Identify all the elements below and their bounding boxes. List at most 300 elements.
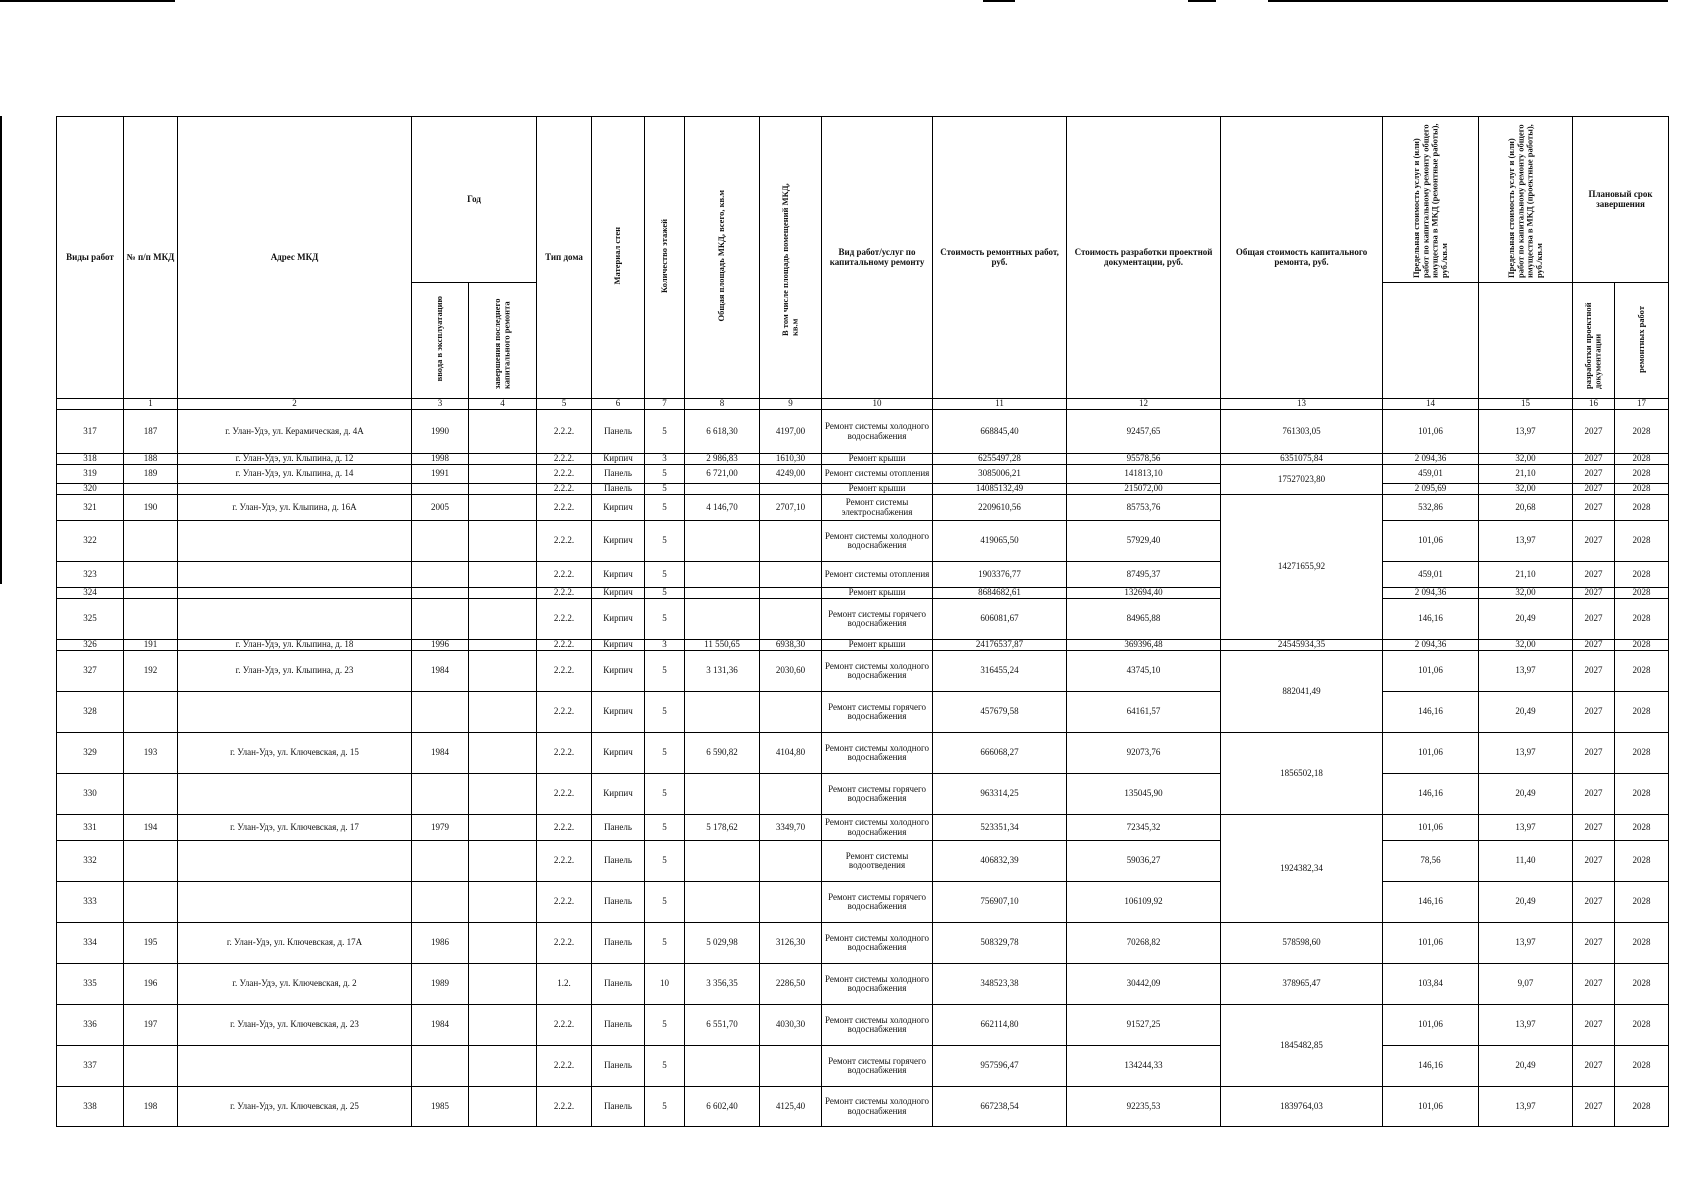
- cell-repair-cost: 2209610,56: [933, 495, 1067, 521]
- cell-limit-repair: 2 094,36: [1383, 588, 1479, 599]
- column-number: 6: [592, 399, 645, 410]
- cell-year-last-repair: [469, 640, 537, 651]
- header-pred-proekt: [1479, 117, 1573, 283]
- cell-address: г. Улан-Удэ, ул. Ключевская, д. 17: [178, 815, 412, 841]
- table-row: [57, 640, 1669, 651]
- cell-deadline-repair: 2028: [1615, 964, 1669, 1005]
- column-number: 7: [645, 399, 685, 410]
- cell-work-type: Ремонт системы горячего водоснабжения: [822, 774, 933, 815]
- cell-work-type: Ремонт системы холодного водоснабжения: [822, 1087, 933, 1127]
- cell-house-type: 2.2.2.: [537, 484, 592, 495]
- header-god: Год: [412, 117, 537, 283]
- cell-wall-material: Панель: [592, 841, 645, 882]
- cell-total-cost: 24545934,35: [1221, 640, 1383, 651]
- cell-deadline-repair: 2028: [1615, 640, 1669, 651]
- cell-limit-repair: 2 095,69: [1383, 484, 1479, 495]
- header-pred-rem: [1383, 117, 1479, 283]
- cell-year-last-repair: [469, 733, 537, 774]
- header-ploshad-obshaya: [685, 117, 760, 399]
- cell-year-commissioned: 1986: [412, 923, 469, 964]
- cell-wall-material: Кирпич: [592, 640, 645, 651]
- cell-deadline-design: 2027: [1573, 774, 1615, 815]
- cell-repair-cost: 523351,34: [933, 815, 1067, 841]
- table-row: [57, 1087, 1669, 1127]
- header-god-vvod: [412, 283, 469, 399]
- cell-row-number: 328: [57, 692, 124, 733]
- cell-house-type: 2.2.2.: [537, 815, 592, 841]
- cell-year-commissioned: [412, 841, 469, 882]
- top-rule-mid: [983, 0, 1015, 2]
- cell-deadline-repair: 2028: [1615, 1087, 1669, 1127]
- cell-address: г. Улан-Удэ, ул. Клыпина, д. 18: [178, 640, 412, 651]
- cell-mkd-number: [124, 562, 178, 588]
- cell-year-last-repair: [469, 599, 537, 640]
- header-pred-proekt-text: Предельная стоимость услуг и (или) работ по капитальному ремонту общего имущества в МКД (проектные работы), руб./кв.м: [1505, 124, 1544, 279]
- cell-deadline-repair: 2028: [1615, 692, 1669, 733]
- cell-work-type: Ремонт системы водоотведения: [822, 841, 933, 882]
- column-number: 12: [1067, 399, 1221, 410]
- header-etazhi: [645, 117, 685, 399]
- cell-premises-area: [760, 562, 822, 588]
- top-rule-mid2: [1188, 0, 1216, 2]
- cell-total-area: 11 550,65: [685, 640, 760, 651]
- table-row: [57, 733, 1669, 774]
- cell-year-commissioned: 1984: [412, 651, 469, 692]
- cell-total-cost: 378965,47: [1221, 964, 1383, 1005]
- cell-work-type: Ремонт системы холодного водоснабжения: [822, 410, 933, 454]
- cell-design-cost: 92073,76: [1067, 733, 1221, 774]
- cell-premises-area: [760, 841, 822, 882]
- cell-deadline-design: 2027: [1573, 562, 1615, 588]
- cell-row-number: 323: [57, 562, 124, 588]
- cell-wall-material: Панель: [592, 964, 645, 1005]
- column-number: 9: [760, 399, 822, 410]
- cell-year-commissioned: 2005: [412, 495, 469, 521]
- cell-deadline-repair: 2028: [1615, 484, 1669, 495]
- table-row: [57, 484, 1669, 495]
- cell-limit-repair: 101,06: [1383, 651, 1479, 692]
- cell-year-last-repair: [469, 815, 537, 841]
- header-vid-rabot: Вид работ/услуг по капитальному ремонту: [822, 117, 933, 399]
- cell-row-number: 325: [57, 599, 124, 640]
- header-nomer-mkd: № п/п МКД: [124, 117, 178, 399]
- cell-limit-repair: 146,16: [1383, 692, 1479, 733]
- cell-house-type: 2.2.2.: [537, 410, 592, 454]
- cell-premises-area: [760, 521, 822, 562]
- table-row: [57, 1005, 1669, 1046]
- header-pred-rem-text: Предельная стоимость услуг и (или) работ по капитальному ремонту общего имущества в МКД (ремонтные работы), руб./кв.м: [1410, 123, 1449, 279]
- cell-total-area: [685, 484, 760, 495]
- cell-deadline-design: 2027: [1573, 599, 1615, 640]
- cell-work-type: Ремонт системы холодного водоснабжения: [822, 815, 933, 841]
- cell-deadline-repair: 2028: [1615, 562, 1669, 588]
- table-row: [57, 774, 1669, 815]
- cell-work-type: Ремонт системы горячего водоснабжения: [822, 882, 933, 923]
- cell-year-commissioned: 1998: [412, 454, 469, 465]
- cell-address: г. Улан-Удэ, ул. Клыпина, д. 12: [178, 454, 412, 465]
- cell-house-type: 2.2.2.: [537, 599, 592, 640]
- cell-wall-material: Кирпич: [592, 599, 645, 640]
- cell-year-commissioned: [412, 882, 469, 923]
- cell-limit-design: 13,97: [1479, 733, 1573, 774]
- cell-design-cost: 369396,48: [1067, 640, 1221, 651]
- cell-limit-design: 13,97: [1479, 651, 1573, 692]
- cell-wall-material: Кирпич: [592, 521, 645, 562]
- cell-address: г. Улан-Удэ, ул. Ключевская, д. 23: [178, 1005, 412, 1046]
- column-number: [57, 399, 124, 410]
- cell-repair-cost: 1903376,77: [933, 562, 1067, 588]
- cell-year-last-repair: [469, 495, 537, 521]
- cell-row-number: 330: [57, 774, 124, 815]
- cell-year-commissioned: [412, 774, 469, 815]
- cell-floors: 5: [645, 410, 685, 454]
- cell-limit-design: 13,97: [1479, 1087, 1573, 1127]
- cell-year-last-repair: [469, 841, 537, 882]
- cell-limit-repair: 78,56: [1383, 841, 1479, 882]
- cell-wall-material: Кирпич: [592, 733, 645, 774]
- table-row: [57, 964, 1669, 1005]
- cell-year-last-repair: [469, 882, 537, 923]
- cell-year-last-repair: [469, 692, 537, 733]
- cell-address: г. Улан-Удэ, ул. Ключевская, д. 15: [178, 733, 412, 774]
- cell-row-number: 317: [57, 410, 124, 454]
- cell-limit-design: 20,49: [1479, 882, 1573, 923]
- table-row: [57, 1046, 1669, 1087]
- cell-limit-design: 13,97: [1479, 815, 1573, 841]
- cell-address: [178, 484, 412, 495]
- cell-premises-area: [760, 774, 822, 815]
- cell-deadline-design: 2027: [1573, 465, 1615, 484]
- cell-total-area: [685, 1046, 760, 1087]
- cell-limit-design: 20,68: [1479, 495, 1573, 521]
- cell-deadline-repair: 2028: [1615, 465, 1669, 484]
- cell-row-number: 337: [57, 1046, 124, 1087]
- header-row-main: [57, 117, 1669, 283]
- cell-address: г. Улан-Удэ, ул. Ключевская, д. 2: [178, 964, 412, 1005]
- header-god-kap: [469, 283, 537, 399]
- cell-premises-area: [760, 1046, 822, 1087]
- cell-deadline-design: 2027: [1573, 964, 1615, 1005]
- cell-work-type: Ремонт системы горячего водоснабжения: [822, 1046, 933, 1087]
- header-vidy-rabot: Виды работ: [57, 117, 124, 399]
- cell-house-type: 2.2.2.: [537, 640, 592, 651]
- cell-year-commissioned: [412, 692, 469, 733]
- cell-deadline-repair: 2028: [1615, 410, 1669, 454]
- cell-address: [178, 774, 412, 815]
- cell-total-area: 6 602,40: [685, 1087, 760, 1127]
- cell-design-cost: 95578,56: [1067, 454, 1221, 465]
- cell-floors: 5: [645, 923, 685, 964]
- cell-floors: 5: [645, 1087, 685, 1127]
- header-ploshad-pomesh-text: В том числе площадь помещений МКД, кв.м: [780, 183, 800, 337]
- cell-repair-cost: 406832,39: [933, 841, 1067, 882]
- column-number: 11: [933, 399, 1067, 410]
- cell-house-type: 2.2.2.: [537, 692, 592, 733]
- cell-total-area: 6 551,70: [685, 1005, 760, 1046]
- cell-work-type: Ремонт крыши: [822, 640, 933, 651]
- cell-address: [178, 882, 412, 923]
- cell-floors: 5: [645, 484, 685, 495]
- cell-mkd-number: 190: [124, 495, 178, 521]
- cell-repair-cost: 963314,25: [933, 774, 1067, 815]
- cell-limit-repair: 459,01: [1383, 465, 1479, 484]
- header-srok-rem: [1615, 283, 1669, 399]
- cell-wall-material: Кирпич: [592, 454, 645, 465]
- table-row: [57, 815, 1669, 841]
- cell-repair-cost: 756907,10: [933, 882, 1067, 923]
- cell-repair-cost: 8684682,61: [933, 588, 1067, 599]
- cell-premises-area: 4197,00: [760, 410, 822, 454]
- cell-deadline-repair: 2028: [1615, 923, 1669, 964]
- cell-deadline-repair: 2028: [1615, 521, 1669, 562]
- cell-work-type: Ремонт системы холодного водоснабжения: [822, 964, 933, 1005]
- cell-mkd-number: 192: [124, 651, 178, 692]
- cell-address: г. Улан-Удэ, ул. Ключевская, д. 17А: [178, 923, 412, 964]
- cell-house-type: 2.2.2.: [537, 774, 592, 815]
- cell-year-last-repair: [469, 562, 537, 588]
- cell-row-number: 321: [57, 495, 124, 521]
- table-row: [57, 562, 1669, 588]
- cell-year-last-repair: [469, 588, 537, 599]
- cell-deadline-design: 2027: [1573, 1087, 1615, 1127]
- cell-wall-material: Панель: [592, 465, 645, 484]
- cell-design-cost: 215072,00: [1067, 484, 1221, 495]
- cell-design-cost: 91527,25: [1067, 1005, 1221, 1046]
- cell-total-cost: 1845482,85: [1221, 1005, 1383, 1087]
- cell-floors: 5: [645, 774, 685, 815]
- cell-floors: 5: [645, 465, 685, 484]
- cell-work-type: Ремонт крыши: [822, 588, 933, 599]
- cell-row-number: 322: [57, 521, 124, 562]
- cell-work-type: Ремонт системы холодного водоснабжения: [822, 923, 933, 964]
- cell-wall-material: Панель: [592, 882, 645, 923]
- cell-premises-area: [760, 882, 822, 923]
- cell-repair-cost: 457679,58: [933, 692, 1067, 733]
- column-number: 14: [1383, 399, 1479, 410]
- header-stoim-proekt: Стоимость разработки проектной документации, руб.: [1067, 117, 1221, 399]
- cell-mkd-number: [124, 841, 178, 882]
- cell-floors: 5: [645, 495, 685, 521]
- cell-design-cost: 43745,10: [1067, 651, 1221, 692]
- cell-design-cost: 135045,90: [1067, 774, 1221, 815]
- header-srok-rem-text: ремонтных работ: [1635, 305, 1646, 373]
- cell-work-type: Ремонт системы холодного водоснабжения: [822, 733, 933, 774]
- cell-house-type: 2.2.2.: [537, 882, 592, 923]
- cell-year-commissioned: [412, 521, 469, 562]
- cell-limit-design: 11,40: [1479, 841, 1573, 882]
- cell-total-area: 5 029,98: [685, 923, 760, 964]
- cell-total-area: 6 721,00: [685, 465, 760, 484]
- cell-deadline-design: 2027: [1573, 692, 1615, 733]
- header-ploshad-pomesh: [760, 117, 822, 399]
- cell-row-number: 334: [57, 923, 124, 964]
- cell-limit-repair: 2 094,36: [1383, 640, 1479, 651]
- cell-floors: 5: [645, 1046, 685, 1087]
- cell-limit-repair: 101,06: [1383, 410, 1479, 454]
- cell-wall-material: Кирпич: [592, 495, 645, 521]
- cell-year-last-repair: [469, 465, 537, 484]
- cell-total-area: 6 590,82: [685, 733, 760, 774]
- cell-row-number: 332: [57, 841, 124, 882]
- cell-limit-repair: 146,16: [1383, 1046, 1479, 1087]
- cell-house-type: 2.2.2.: [537, 1087, 592, 1127]
- cell-repair-cost: 316455,24: [933, 651, 1067, 692]
- header-pred-proekt-sub: [1479, 283, 1573, 399]
- cell-design-cost: 64161,57: [1067, 692, 1221, 733]
- cell-mkd-number: 189: [124, 465, 178, 484]
- cell-year-commissioned: 1979: [412, 815, 469, 841]
- table-row: [57, 882, 1669, 923]
- cell-work-type: Ремонт системы горячего водоснабжения: [822, 692, 933, 733]
- cell-mkd-number: 187: [124, 410, 178, 454]
- cell-mkd-number: [124, 484, 178, 495]
- cell-year-commissioned: [412, 599, 469, 640]
- cell-floors: 5: [645, 588, 685, 599]
- header-god-kap-text: завершения последнего капитального ремонта: [492, 298, 512, 390]
- cell-total-area: 3 356,35: [685, 964, 760, 1005]
- cell-floors: 3: [645, 640, 685, 651]
- cell-limit-design: 32,00: [1479, 588, 1573, 599]
- cell-limit-repair: 101,06: [1383, 923, 1479, 964]
- header-pred-rem-sub: [1383, 283, 1479, 399]
- cell-deadline-repair: 2028: [1615, 495, 1669, 521]
- cell-limit-design: 13,97: [1479, 521, 1573, 562]
- cell-deadline-design: 2027: [1573, 841, 1615, 882]
- top-rule-left: [0, 0, 175, 2]
- cell-repair-cost: 666068,27: [933, 733, 1067, 774]
- cell-floors: 5: [645, 733, 685, 774]
- cell-year-last-repair: [469, 484, 537, 495]
- cell-premises-area: 2030,60: [760, 651, 822, 692]
- cell-limit-repair: 101,06: [1383, 1005, 1479, 1046]
- cell-house-type: 2.2.2.: [537, 521, 592, 562]
- cell-premises-area: 4030,30: [760, 1005, 822, 1046]
- cell-limit-repair: 101,06: [1383, 815, 1479, 841]
- cell-total-area: [685, 774, 760, 815]
- cell-limit-design: 20,49: [1479, 599, 1573, 640]
- cell-deadline-design: 2027: [1573, 1005, 1615, 1046]
- cell-limit-repair: 459,01: [1383, 562, 1479, 588]
- cell-total-cost: 1856502,18: [1221, 733, 1383, 815]
- cell-year-last-repair: [469, 1005, 537, 1046]
- cell-address: [178, 841, 412, 882]
- cell-limit-design: 13,97: [1479, 410, 1573, 454]
- cell-repair-cost: 24176537,87: [933, 640, 1067, 651]
- header-ploshad-obshaya-text: Общая площадь МКД, всего, кв.м: [716, 190, 727, 322]
- cell-house-type: 2.2.2.: [537, 651, 592, 692]
- cell-total-cost: 761303,05: [1221, 410, 1383, 454]
- cell-premises-area: [760, 692, 822, 733]
- cell-deadline-repair: 2028: [1615, 841, 1669, 882]
- cell-total-area: 3 131,36: [685, 651, 760, 692]
- cell-wall-material: Панель: [592, 1046, 645, 1087]
- cell-floors: 3: [645, 454, 685, 465]
- cell-year-last-repair: [469, 521, 537, 562]
- cell-year-commissioned: [412, 1046, 469, 1087]
- cell-wall-material: Кирпич: [592, 651, 645, 692]
- cell-repair-cost: 508329,78: [933, 923, 1067, 964]
- cell-year-commissioned: 1989: [412, 964, 469, 1005]
- cell-repair-cost: 419065,50: [933, 521, 1067, 562]
- cell-deadline-repair: 2028: [1615, 1046, 1669, 1087]
- cell-design-cost: 141813,10: [1067, 465, 1221, 484]
- cell-wall-material: Панель: [592, 923, 645, 964]
- cell-deadline-design: 2027: [1573, 640, 1615, 651]
- cell-design-cost: 59036,27: [1067, 841, 1221, 882]
- cell-design-cost: 70268,82: [1067, 923, 1221, 964]
- cell-deadline-repair: 2028: [1615, 1005, 1669, 1046]
- header-obshaya-stoim: Общая стоимость капитального ремонта, руб.: [1221, 117, 1383, 399]
- cell-limit-repair: 101,06: [1383, 733, 1479, 774]
- cell-total-area: [685, 599, 760, 640]
- cell-deadline-design: 2027: [1573, 484, 1615, 495]
- cell-limit-design: 13,97: [1479, 923, 1573, 964]
- cell-design-cost: 30442,09: [1067, 964, 1221, 1005]
- cell-year-last-repair: [469, 454, 537, 465]
- cell-total-cost: 17527023,80: [1221, 465, 1383, 495]
- cell-limit-design: 20,49: [1479, 1046, 1573, 1087]
- cell-deadline-design: 2027: [1573, 454, 1615, 465]
- cell-design-cost: 92235,53: [1067, 1087, 1221, 1127]
- table-body: [57, 399, 1669, 1127]
- cell-mkd-number: [124, 692, 178, 733]
- cell-deadline-design: 2027: [1573, 521, 1615, 562]
- cell-repair-cost: 14085132,49: [933, 484, 1067, 495]
- header-tip-doma: Тип дома: [537, 117, 592, 399]
- header-srok-proekt-text: разработки проектной документации: [1583, 302, 1603, 390]
- cell-mkd-number: [124, 774, 178, 815]
- table-row: [57, 841, 1669, 882]
- table-row: [57, 410, 1669, 454]
- cell-house-type: 2.2.2.: [537, 454, 592, 465]
- cell-year-commissioned: 1984: [412, 733, 469, 774]
- cell-floors: 5: [645, 882, 685, 923]
- table-row: [57, 465, 1669, 484]
- cell-address: г. Улан-Удэ, ул. Клыпина, д. 23: [178, 651, 412, 692]
- cell-limit-repair: 146,16: [1383, 882, 1479, 923]
- column-number: 4: [469, 399, 537, 410]
- cell-deadline-design: 2027: [1573, 588, 1615, 599]
- cell-house-type: 1.2.: [537, 964, 592, 1005]
- cell-floors: 5: [645, 651, 685, 692]
- cell-mkd-number: 188: [124, 454, 178, 465]
- cell-limit-design: 21,10: [1479, 562, 1573, 588]
- cell-repair-cost: 662114,80: [933, 1005, 1067, 1046]
- cell-wall-material: Кирпич: [592, 692, 645, 733]
- cell-row-number: 319: [57, 465, 124, 484]
- cell-total-area: [685, 882, 760, 923]
- cell-row-number: 318: [57, 454, 124, 465]
- cell-mkd-number: [124, 588, 178, 599]
- table-row: [57, 651, 1669, 692]
- cell-mkd-number: 197: [124, 1005, 178, 1046]
- cell-row-number: 320: [57, 484, 124, 495]
- table-row: [57, 588, 1669, 599]
- cell-wall-material: Кирпич: [592, 562, 645, 588]
- cell-address: [178, 521, 412, 562]
- cell-year-last-repair: [469, 964, 537, 1005]
- cell-limit-design: 20,49: [1479, 692, 1573, 733]
- cell-repair-cost: 667238,54: [933, 1087, 1067, 1127]
- table-row: [57, 454, 1669, 465]
- cell-design-cost: 92457,65: [1067, 410, 1221, 454]
- cell-address: [178, 588, 412, 599]
- cell-premises-area: 1610,30: [760, 454, 822, 465]
- cell-design-cost: 87495,37: [1067, 562, 1221, 588]
- cell-house-type: 2.2.2.: [537, 588, 592, 599]
- cell-premises-area: [760, 588, 822, 599]
- cell-house-type: 2.2.2.: [537, 465, 592, 484]
